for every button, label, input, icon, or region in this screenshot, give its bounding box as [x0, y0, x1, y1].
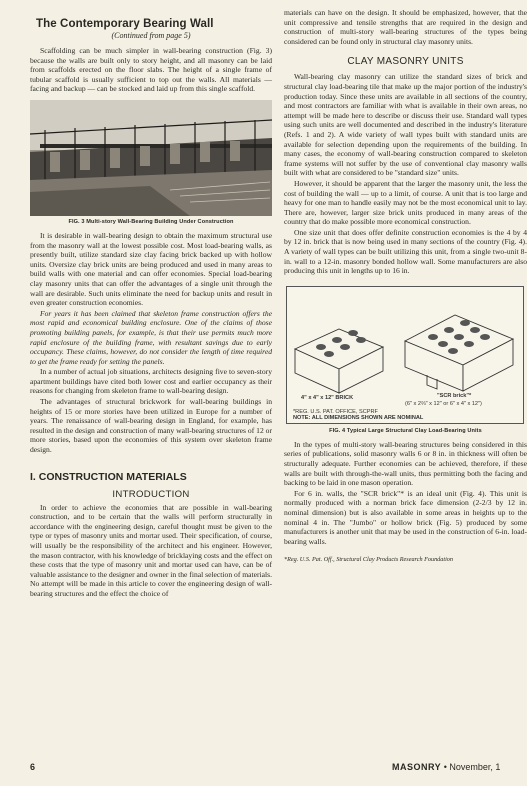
page-number: 6: [30, 762, 36, 772]
subsection-heading: INTRODUCTION: [112, 488, 190, 500]
continued-note: (Continued from page 5): [111, 31, 191, 40]
paragraph: Wall-bearing clay masonry can utilize the standard sizes of brick and structural clay load-bearing tile that make up the major portion of the industry's production today. Since these units are available in all sections of the country, and most contractors are familiar with what is available in their own areas, no attempt will be made here to describe or discuss their use. Standard wall types using such units are well documented and described in the industry's literature (Refs. 1 and 2). A wide variety of wall types built with standard units are available for selection depending upon the requirements of the building. In many cases, the economy of wall-bearing construction compared to skeleton frame systems will not suffer by the use of conventional clay masonry walls built with what are considered to be "standard size" units.: [284, 72, 527, 178]
scr-brick-dimensions: (6" x 2⅔" x 12" or 6" x 4" x 12"): [405, 400, 482, 407]
figure-4-caption: FIG. 4 Typical Large Structural Clay Load-Bearing Units: [329, 427, 482, 434]
bullet-separator: •: [443, 762, 447, 772]
figure-note-registration: *REG. U.S. PAT. OFFICE, SCPRF: [293, 408, 378, 415]
left-column: [30, 8, 272, 600]
paragraph: In order to achieve the economies that are possible in wall-bearing construction, and to be certain that the walls will perform structurally in accordance with the engineering design, careful thought must be given to the type or types of masonry units and mortar used. Their specification, of course, will usually be the responsibility of the architect and his engineer. However, the mason contractor, with his knowledge of bricklaying costs and the effect on these costs that the type of masonry unit and mortar used can have, can be of valuable assistance to the designer and owner in the final selection of materials. No attempt will be made in this article to cover the engineering design of wall-bearing structures and the effect the choice of: [30, 502, 272, 598]
figure-4-diagram: [286, 286, 524, 424]
figure-3-caption: FIG. 3 Multi-story Wall-Bearing Building Under Construction: [68, 218, 234, 225]
paragraph: One size unit that does offer definite construction economies is the 4 by 4 by 12 in. brick that is now being used in many sections of the country (Fig. 4). A variety of wall types can be built utilizing this unit, from a single two-unit 8-in. wall to a 12-in. masonry bonded hollow wall. Some manufacturers are also producing this unit in lengths up to 16 in.: [284, 227, 527, 276]
magazine-name: MASONRY: [392, 762, 442, 772]
construction-photo: [30, 100, 272, 216]
brick-label: 4" x 4" x 12" BRICK: [301, 394, 354, 401]
subsection-heading: CLAY MASONRY UNITS: [347, 56, 464, 68]
issue-date: November, 1: [449, 762, 501, 772]
right-column: [284, 8, 527, 563]
scr-brick-drawing: [405, 315, 513, 391]
paragraph: It is desirable in wall-bearing design to obtain the maximum structural use from the masonry wall at the lowest possible cost. Most load-bearing walls, as presently built, utilize standard size clay facing brick backed up with hollow units. Oversize clay brick units are being produced and used in many areas to build walls with one material and can offer economies. Special load-bearing clay masonry units that can offer the advantages of a single unit through the wall are desirable. Such units eliminate the need for backup units and result in even greater construction economies.: [30, 230, 272, 308]
scr-brick-label: "SCR brick"*: [437, 392, 472, 399]
paragraph: The advantages of structural brickwork for wall-bearing buildings in heights of 15 or more stories have been utilized in Europe for a number of years. The renaissance of wall-bearing design in England, for example, has resulted in the design and construction of many wall-bearing structures of 12 or more stories, based upon the economies of this system over skeleton frame design.: [30, 397, 272, 455]
figure-note-dimensions: NOTE: ALL DIMENSIONS SHOWN ARE NOMINAL: [293, 414, 424, 421]
paragraph: For 6 in. walls, the "SCR brick"* is an ideal unit (Fig. 4). This unit is normally produced with a norman brick face dimension (2-2/3 by 12 in. nominal dimension) but is also available in some areas in heights up to the nominal 4 in. The "Jumbo" or hollow brick (Fig. 5) produced by some manufacturers is another unit that may be used in the construction of 6-in. load-bearing walls.: [284, 488, 527, 546]
standard-brick-drawing: [295, 329, 383, 393]
paragraph-italic: For years it has been claimed that skeleton frame construction offers the most rapid and economical building enclosure. One of the claims of those promoting building panels, for example, is that their use permits much more rapid enclosure of the building frame, with resultant savings due to early occupancy. These claims, however, do not consider the length of time required to get the frame ready for setting the panels.: [30, 308, 272, 366]
section-heading: I. CONSTRUCTION MATERIALS: [30, 470, 187, 483]
paragraph: In a number of actual job situations, architects designing five to seven-story apartment buildings have cited both lower cost and earlier occupancy as their reasons for changing from skeleton frame to wall-bearing design.: [30, 367, 272, 396]
paragraph: However, it should be apparent that the larger the masonry unit, the less the cost of building the wall — up to a limit, of course. A unit that is too large and heavy for one man to handle easily may not be the most economical unit to lay. There are, however, larger size brick units produced in many areas of the country that do make possible more economical construction.: [284, 178, 527, 227]
article-title: The Contemporary Bearing Wall: [36, 18, 214, 30]
paragraph: In the types of multi-story wall-bearing structures being considered in this series of publications, solid masonry walls 6 or 8 in. in thickness will often be structurally adequate. Further economies can be achieved, therefore, if these walls are built with through-the-wall units, thus permitting both the facing and backing to be laid in one mason operation.: [284, 439, 527, 488]
footnote: *Reg. U.S. Pat. Off., Structural Clay Products Research Foundation: [284, 556, 453, 564]
paragraph: materials can have on the design. It should be emphasized, however, that the unit compressive and tensile strengths that are required in the design and construction of multi-story wall-bearing structures of the types being considered can be found only in structural clay masonry units.: [284, 8, 527, 46]
running-footer: [392, 762, 500, 772]
paragraph: Scaffolding can be much simpler in wall-bearing construction (Fig. 3) because the walls are built only to story height, and all masonry can be laid from scaffolds erected on the floor slabs. The height of a single frame of tubular scaffold is usually sufficient to top out the walls. All materials — facing and backup — can be stocked and laid up from this single scaffold.: [30, 46, 272, 94]
